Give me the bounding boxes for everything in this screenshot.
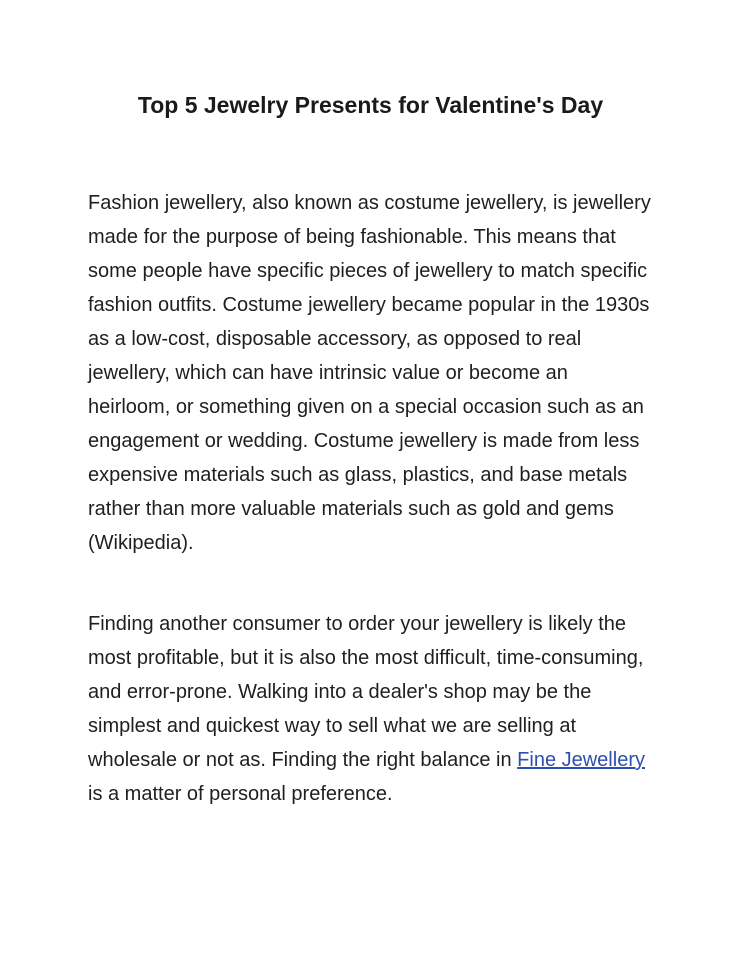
paragraph-2-text-before-link: Finding another consumer to order your jewellery is likely the most profitable, but it is also the most difficult, time-consuming, and error-prone. Walking into a dealer's shop may be the simplest and quickest way to sell what we are selling at wholesale or not as. Finding the right balance in (88, 613, 644, 771)
body-paragraph-2 (88, 607, 653, 811)
body-paragraph-1: Fashion jewellery, also known as costume jewellery, is jewellery made for the purpose of being fashionable. This means that some people have specific pieces of jewellery to match specific fashion outfits. Costume jewellery became popular in the 1930s as a low-cost, disposable accessory, as opposed to real jewellery, which can have intrinsic value or become an heirloom, or something given on a special occasion such as an engagement or wedding. Costume jewellery is made from less expensive materials such as glass, plastics, and base metals rather than more valuable materials such as gold and gems (Wikipedia). (88, 192, 651, 554)
page-title: Top 5 Jewelry Presents for Valentine's Day (137, 92, 604, 118)
paragraph-2-text-after-link: is a matter of personal preference. (88, 783, 393, 805)
fine-jewellery-link[interactable]: Fine Jewellery (517, 749, 645, 771)
